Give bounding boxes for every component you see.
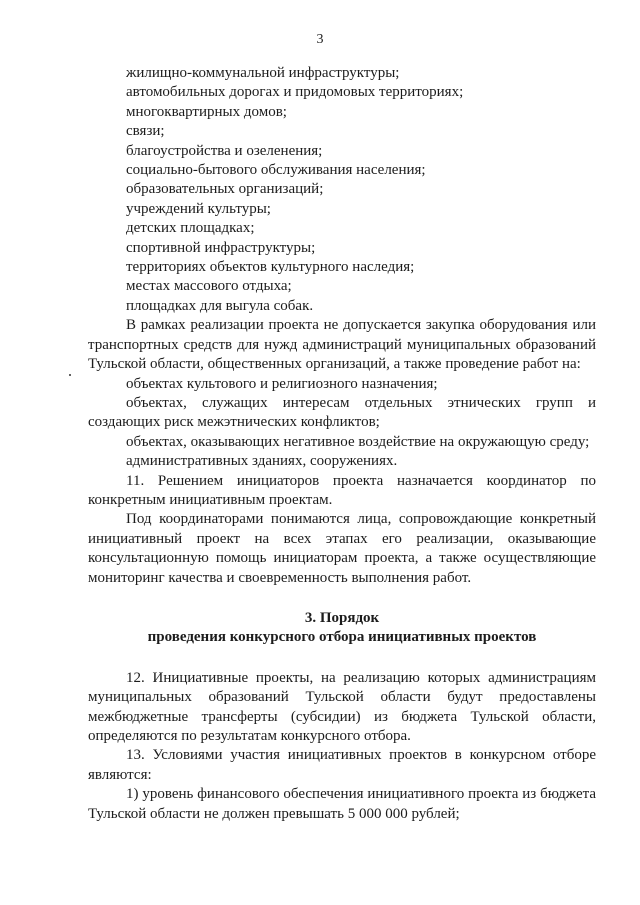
paragraph-13: 13. Условиями участия инициативных проектов в конкурсном отборе являются:	[88, 747, 596, 783]
document-body	[88, 64, 596, 824]
paragraph-restriction: В рамках реализации проекта не допускается закупка оборудования или транспортных средств для нужд администраций муниципальных образований Тульской области, общественных организаций, а также проведение работ на:	[88, 317, 596, 373]
list-item: детских площадках;	[126, 220, 255, 237]
list-item: автомобильных дорогах и придомовых территориях;	[126, 84, 464, 101]
list-item: жилищно-коммунальной инфраструктуры;	[126, 65, 400, 81]
restricted-item: административных зданиях, сооружениях.	[126, 453, 398, 470]
paragraph-12: 12. Инициативные проекты, на реализацию которых администрациям муниципальных образований Тульской области будут предоставлены межбюджетные трансферты (субсидии) из бюджета Тульской области, определяются по результатам конкурсного отбора.	[88, 669, 596, 744]
list-item: социально-бытового обслуживания населения;	[126, 162, 426, 179]
section-heading-title: проведения конкурсного отбора инициативных проектов	[147, 629, 537, 646]
list-item: образовательных организаций;	[126, 181, 324, 198]
restricted-item: объектах, служащих интересам отдельных этнических групп и создающих риск межэтнических конфликтов;	[88, 394, 596, 431]
paragraph-13-1: 1) уровень финансового обеспечения инициативного проекта из бюджета Тульской области не должен превышать 5 000 000 рублей;	[88, 786, 596, 822]
scan-speck	[69, 374, 71, 376]
list-item: связи;	[126, 123, 165, 140]
restricted-item: объектах, оказывающих негативное воздействие на окружающую среду;	[126, 433, 590, 450]
list-item: спортивной инфраструктуры;	[126, 239, 316, 256]
paragraph-11: 11. Решением инициаторов проекта назначается координатор по конкретным инициативным проектам.	[88, 472, 596, 508]
list-item: многоквартирных домов;	[126, 103, 287, 120]
list-item: территориях объектов культурного наследия;	[126, 259, 415, 276]
list-item: местах массового отдыха;	[126, 278, 292, 295]
list-item: площадках для выгула собак.	[126, 297, 314, 314]
section-heading-number: 3. Порядок	[304, 609, 380, 626]
restricted-item: объектах культового и религиозного назначения;	[126, 375, 438, 392]
paragraph-coordinators: Под координаторами понимаются лица, сопровождающие конкретный инициативный проект на всех этапах его реализации, оказывающие консультационную помощь инициаторам проекта, а также осуществляющие мониторинг качества и своевременность выполнения работ.	[88, 511, 596, 586]
list-item: учреждений культуры;	[126, 200, 271, 217]
page-number: 3	[316, 32, 324, 47]
list-item: благоустройства и озеленения;	[126, 142, 323, 159]
